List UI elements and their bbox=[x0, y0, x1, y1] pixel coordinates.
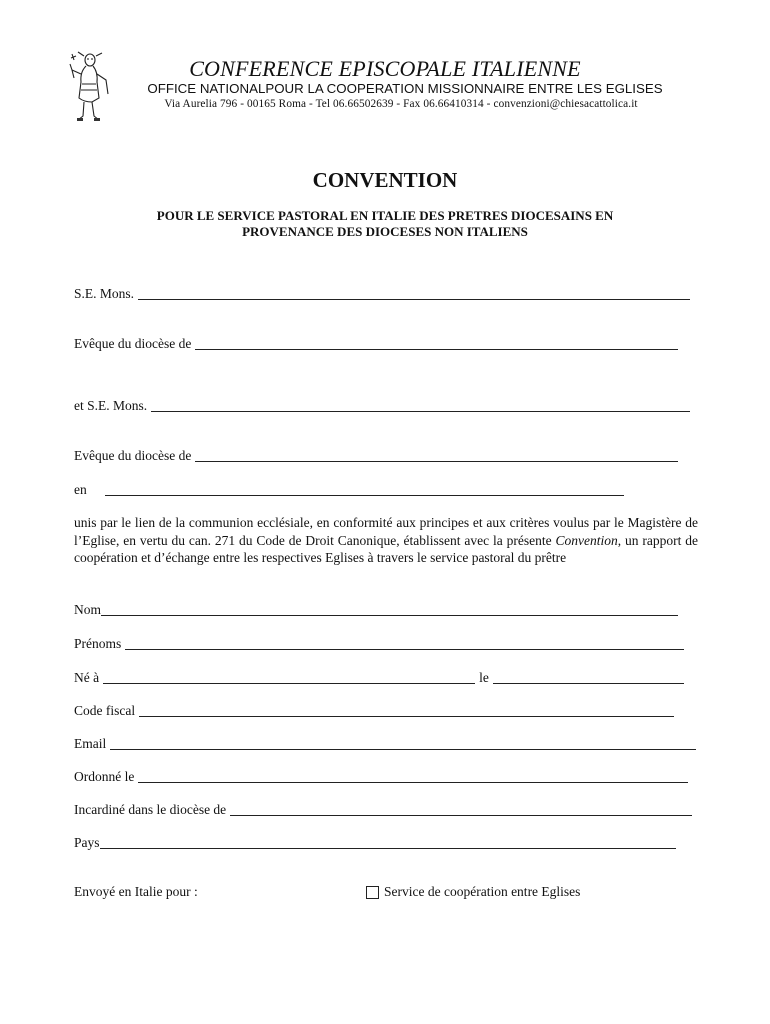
organization-title: CONFERENCE EPISCOPALE ITALIENNE bbox=[189, 56, 581, 81]
diocese-1-line[interactable] bbox=[195, 336, 678, 350]
nom-field[interactable] bbox=[74, 600, 678, 618]
pays-label: Pays bbox=[74, 835, 100, 850]
organization-office: OFFICE NATIONALPOUR LA COOPERATION MISSIONNAIRE ENTRE LES EGLISES bbox=[147, 81, 663, 96]
paragraph-part-1: unis par le lien de la communion ecclésiale, en conformité aux principes et aux critères voulus par le Magistère de l’Eglise, en vertu du can. 271 du Code de Droit Canonique, établissent avec la présente bbox=[74, 515, 698, 548]
nom-line[interactable] bbox=[101, 602, 678, 616]
en-label: en bbox=[74, 482, 87, 497]
pays-line[interactable] bbox=[100, 835, 676, 849]
ordination-label: Ordonné le bbox=[74, 769, 135, 784]
ordination-line[interactable] bbox=[138, 769, 688, 783]
incardination-label: Incardiné dans le diocèse de bbox=[74, 802, 227, 817]
bishop-2-field[interactable] bbox=[74, 396, 690, 414]
email-field[interactable] bbox=[74, 734, 696, 752]
diocese-1-label: Evêque du diocèse de bbox=[74, 336, 192, 351]
paragraph-emphasis: Convention bbox=[555, 532, 618, 548]
bishop-1-line[interactable] bbox=[138, 286, 690, 300]
diocese-2-field[interactable] bbox=[74, 446, 678, 464]
bishop-1-field[interactable] bbox=[74, 284, 690, 302]
bishop-1-label: S.E. Mons. bbox=[74, 286, 135, 301]
code-fiscal-label: Code fiscal bbox=[74, 703, 136, 718]
nom-label: Nom bbox=[74, 602, 101, 617]
diocese-2-label: Evêque du diocèse de bbox=[74, 448, 192, 463]
pilgrim-figure-icon bbox=[66, 50, 112, 126]
bishop-2-label: et S.E. Mons. bbox=[74, 398, 148, 413]
incardination-field[interactable] bbox=[74, 800, 692, 818]
pays-field[interactable] bbox=[74, 833, 676, 851]
birth-date-label: le bbox=[479, 670, 489, 685]
cooperation-service-checkbox[interactable] bbox=[366, 886, 379, 899]
diocese-1-field[interactable] bbox=[74, 334, 678, 352]
prenoms-field[interactable] bbox=[74, 634, 684, 652]
bishop-2-line[interactable] bbox=[151, 398, 690, 412]
ordination-field[interactable] bbox=[74, 767, 688, 785]
incardination-line[interactable] bbox=[230, 802, 692, 816]
birth-place-line[interactable] bbox=[103, 670, 475, 684]
document-subtitle bbox=[80, 208, 690, 240]
subtitle-line-2: PROVENANCE DES DIOCESES NON ITALIENS bbox=[242, 224, 528, 239]
document-title: CONVENTION bbox=[312, 168, 458, 192]
code-fiscal-field[interactable] bbox=[74, 701, 674, 719]
organization-address: Via Aurelia 796 - 00165 Roma - Tel 06.66502639 - Fax 06.66410314 - convenzioni@chiesacattolica.it bbox=[164, 98, 638, 110]
prenoms-line[interactable] bbox=[125, 636, 684, 650]
birth-date-line[interactable] bbox=[493, 670, 684, 684]
cooperation-service-label[interactable]: Service de coopération entre Eglises bbox=[384, 884, 581, 899]
sent-to-italy-label: Envoyé en Italie pour : bbox=[74, 884, 198, 899]
en-line[interactable] bbox=[105, 482, 624, 496]
paragraph-part-2: , un rapport de coopération et d’échange entre les respectives Eglises à travers le service pastoral du prêtre bbox=[74, 532, 699, 565]
diocese-2-line[interactable] bbox=[195, 448, 678, 462]
prenoms-label: Prénoms bbox=[74, 636, 122, 651]
email-label: Email bbox=[74, 736, 107, 751]
birth-place-label: Né à bbox=[74, 670, 100, 685]
convention-paragraph bbox=[74, 514, 698, 567]
code-fiscal-line[interactable] bbox=[139, 703, 674, 717]
en-field[interactable] bbox=[74, 480, 624, 498]
subtitle-line-1: POUR LE SERVICE PASTORAL EN ITALIE DES PRETRES DIOCESAINS EN bbox=[156, 208, 614, 223]
birth-field[interactable] bbox=[74, 668, 684, 686]
email-line[interactable] bbox=[110, 736, 696, 750]
